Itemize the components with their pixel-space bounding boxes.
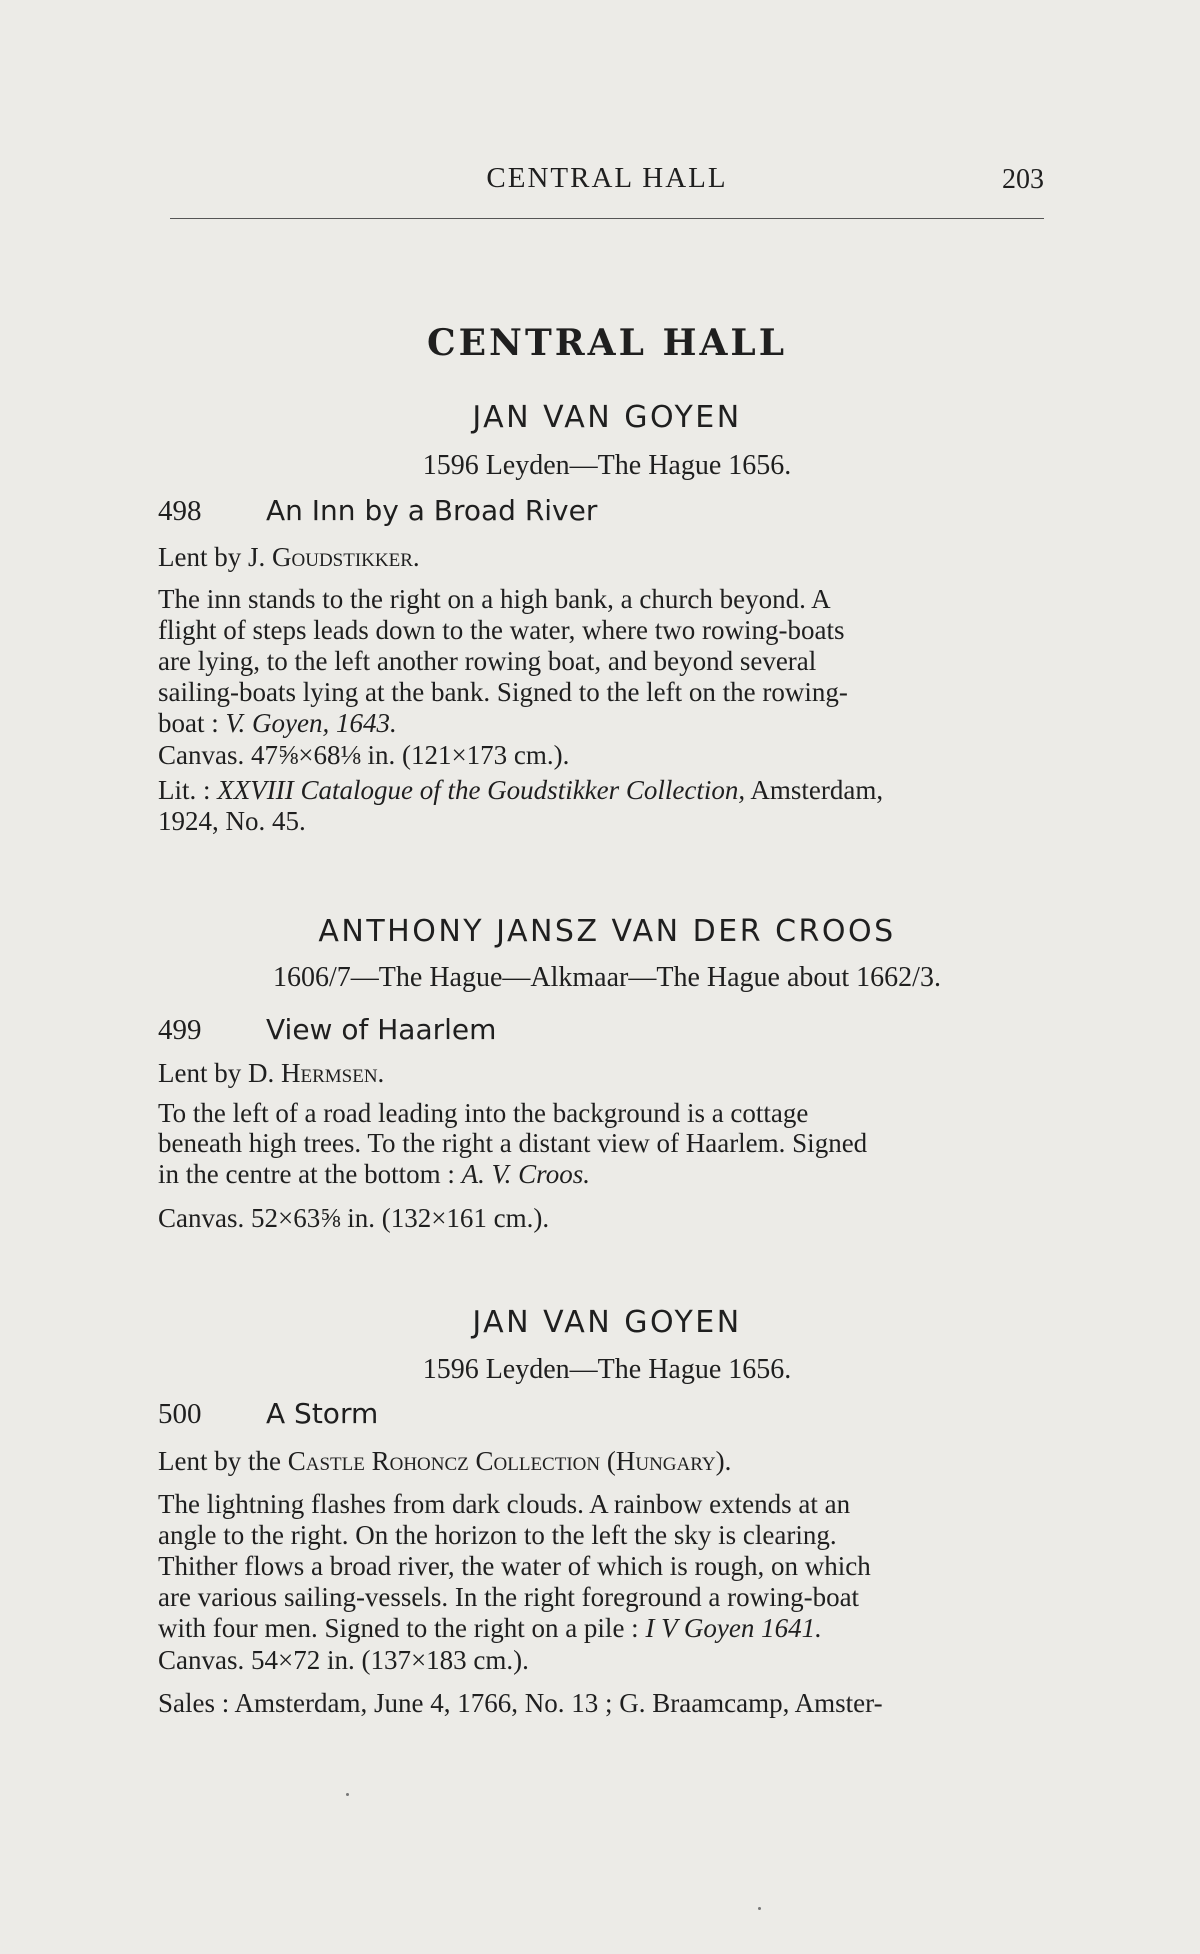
artist-name: ANTHONY JANSZ VAN DER CROOS: [318, 914, 896, 949]
lent-by: [158, 1058, 1044, 1089]
description-line: sailing-boats lying at the bank. Signed to the left on the rowing-: [158, 677, 848, 707]
description-line: flight of steps leads down to the water, where two rowing-boats: [158, 615, 845, 645]
description-line: are lying, to the left another rowing boat, and beyond several: [158, 646, 817, 676]
literature: [158, 775, 1044, 806]
entry-title: An Inn by a Broad River: [266, 494, 598, 527]
description-line: are various sailing-vessels. In the right foreground a rowing-boat: [158, 1582, 860, 1612]
paper-speck: [346, 1793, 349, 1796]
description-line: angle to the right. On the horizon to the left the sky is clearing.: [158, 1520, 837, 1550]
artist-name: JAN VAN GOYEN: [472, 1305, 742, 1340]
canvas-dimensions: Canvas. 54×72 in. (137×183 cm.).: [158, 1645, 529, 1675]
description-line: The inn stands to the right on a high bank, a church beyond. A: [158, 584, 831, 614]
entry-number: 499: [158, 1014, 202, 1046]
lit-title: XXVIII Catalogue of the Goudstikker Collection,: [217, 775, 746, 805]
running-head: [170, 158, 1044, 198]
running-head-title: CENTRAL HALL: [486, 162, 728, 194]
signature-line: [158, 708, 1044, 739]
lent-prefix: Lent by the: [158, 1446, 288, 1476]
signature: I V Goyen 1641.: [645, 1613, 822, 1643]
artist-dates: 1596 Leyden—The Hague 1656.: [422, 1354, 792, 1385]
paper-speck: [758, 1907, 761, 1910]
artist-name: JAN VAN GOYEN: [472, 400, 742, 435]
lent-by: [158, 1446, 1044, 1477]
signature-prefix: with four men. Signed to the right on a pile :: [158, 1613, 646, 1643]
lit-suffix: Amsterdam,: [745, 775, 884, 805]
description-line: Thither flows a broad river, the water of which is rough, on which: [158, 1551, 871, 1581]
description-line: To the left of a road leading into the background is a cottage: [158, 1098, 809, 1128]
entry-number: 500: [158, 1398, 202, 1430]
entry-heading: [158, 495, 1044, 527]
signature: V. Goyen, 1643.: [225, 708, 397, 738]
lender: Castle Rohoncz Collection (Hungary).: [287, 1446, 732, 1476]
signature-line: [158, 1159, 1044, 1190]
description-line: beneath high trees. To the right a distant view of Haarlem. Signed: [158, 1128, 868, 1158]
header-rule: [170, 218, 1044, 219]
canvas-dimensions: Canvas. 47⅝×68⅛ in. (121×173 cm.).: [158, 740, 570, 770]
description-line: The lightning flashes from dark clouds. A rainbow extends at an: [158, 1489, 851, 1519]
lent-prefix: Lent by D.: [158, 1058, 281, 1088]
artist-dates: 1596 Leyden—The Hague 1656.: [422, 450, 792, 481]
signature-prefix: in the centre at the bottom :: [158, 1159, 462, 1189]
entry-title: View of Haarlem: [266, 1013, 497, 1046]
signature-prefix: boat :: [158, 708, 226, 738]
entry-heading: [158, 1014, 1044, 1046]
signature-line: [158, 1613, 1044, 1644]
entry-number: 498: [158, 495, 202, 527]
sales-record: Sales : Amsterdam, June 4, 1766, No. 13 ; G. Braamcamp, Amster-: [158, 1688, 883, 1718]
lender: Goudstikker.: [272, 542, 420, 572]
signature: A. V. Croos.: [461, 1159, 590, 1189]
literature-line-2: 1924, No. 45.: [158, 806, 306, 836]
lender: Hermsen.: [280, 1058, 385, 1088]
lent-prefix: Lent by J.: [158, 542, 272, 572]
entry-title: A Storm: [266, 1397, 379, 1430]
section-title: CENTRAL HALL: [426, 322, 788, 364]
lent-by: [158, 542, 1044, 573]
artist-dates: 1606/7—The Hague—Alkmaar—The Hague about 1662/3.: [273, 962, 941, 993]
entry-heading: [158, 1398, 1044, 1430]
lit-prefix: Lit. :: [158, 775, 218, 805]
page-number: 203: [1002, 164, 1044, 195]
canvas-dimensions: Canvas. 52×63⅝ in. (132×161 cm.).: [158, 1203, 550, 1233]
